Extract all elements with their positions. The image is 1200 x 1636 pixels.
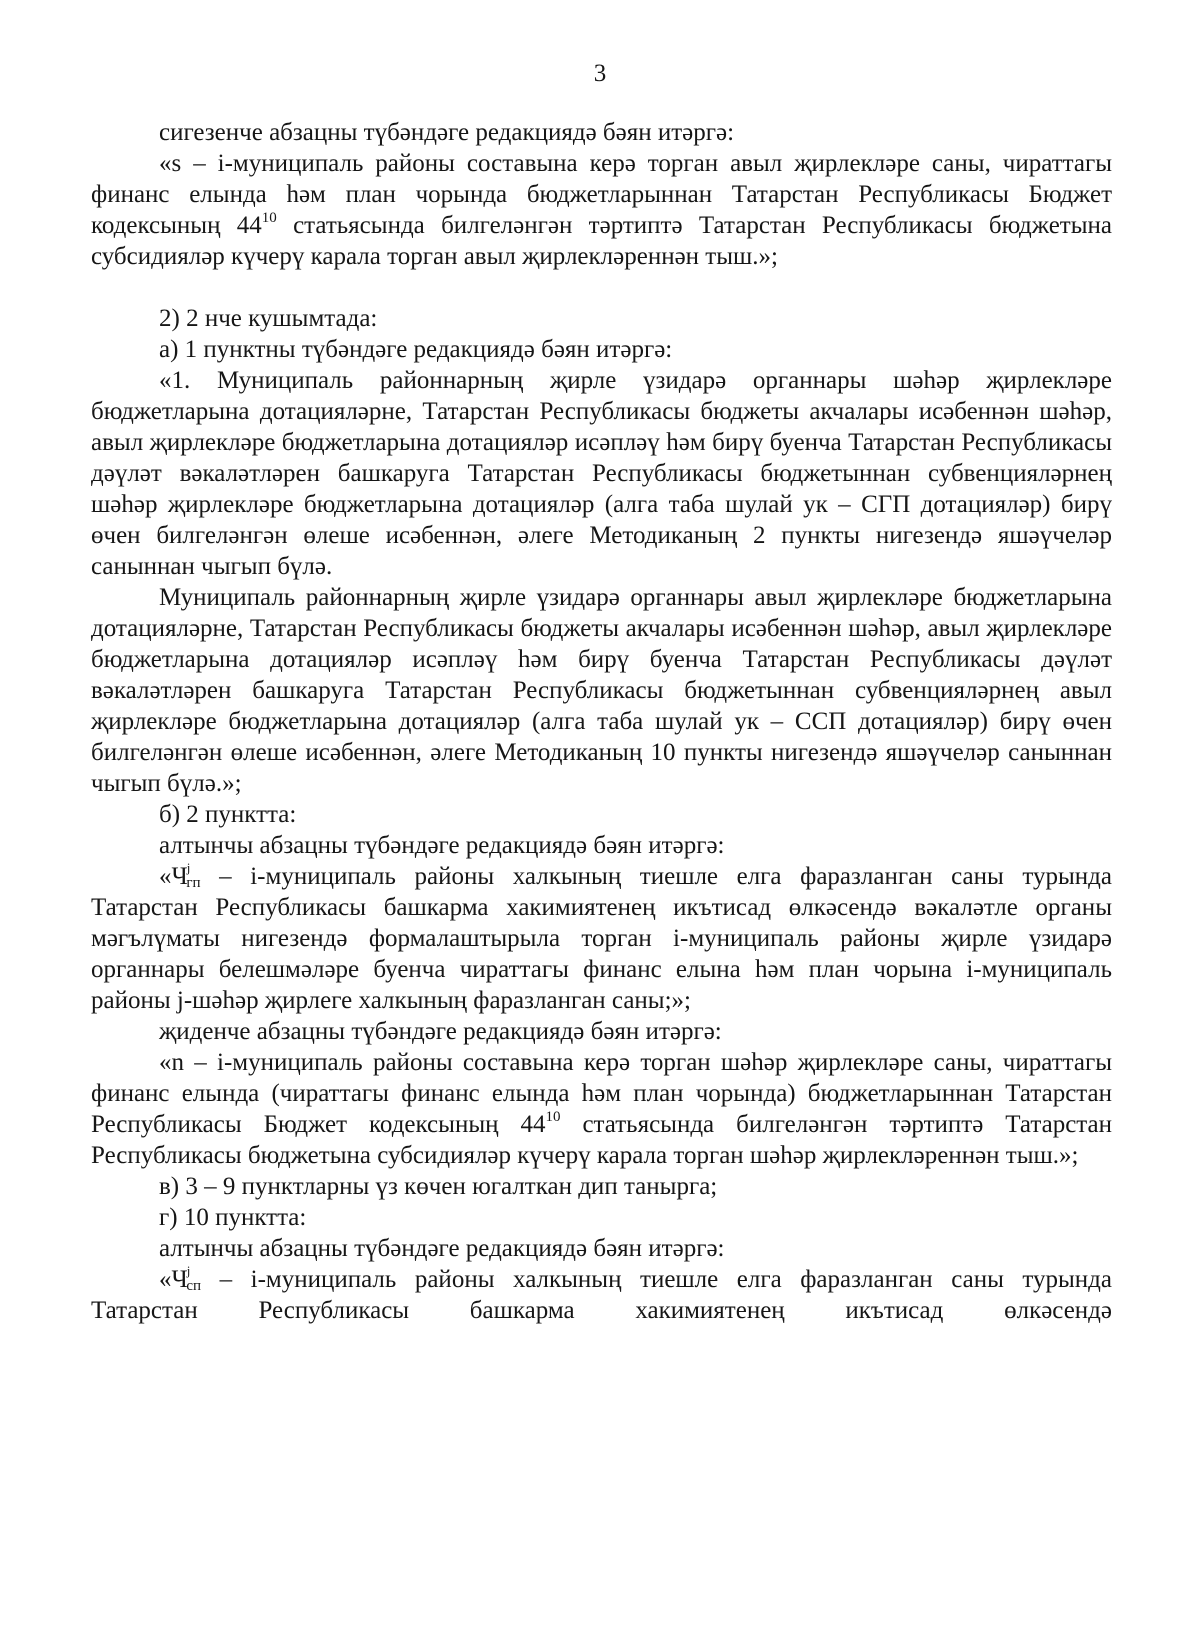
- paragraph-n-definition: [91, 1047, 1112, 1171]
- population-symbol: Ч: [171, 1266, 188, 1293]
- quote-open: «: [159, 1266, 172, 1293]
- population-sp-text: – i-муниципаль районы халкының тиешле елга фаразланган саны турында Татарстан Республикасы башкарма хакимиятенең икътисад өлкәсендә: [91, 1266, 1112, 1324]
- article-superscript: 10: [261, 210, 277, 226]
- n-definition-text-b: статьясында билгеләнгән тәртиптә Татарстан Республикасы бюджетына субсидияләр күчерү карала торган шәһәр җирлекләреннән тыш.»;: [91, 1111, 1112, 1169]
- paragraph-item-v: в) 3 – 9 пунктларны үз көчен югалткан дип танырга;: [159, 1173, 718, 1200]
- population-symbol: Ч: [171, 863, 188, 890]
- article-superscript: 10: [545, 1109, 561, 1125]
- paragraph-spacer: [91, 272, 1112, 303]
- population-symbol-superscript: j: [186, 1263, 191, 1278]
- paragraph-rural-settlements: Муниципаль районнарның җирле үзидарә органнары авыл җирлекләре бюджетларына дотацияләрне, Татарстан Республикасы бюджеты акчалары исәбеннән шәһәр, авыл җирлекләре бюджетларына дотацияләр исәпләү һәм бирү буенча Татарстан Республикасы дәүләт вәкаләтләрен башкаруга Татарстан Республикасы бюджетыннан субвенцияләрнең авыл җирлекләре бюджетларына дотацияләр (алга таба шулай ук – ССП дотацияләр) бирү өчен билгеләнгән өлеше исәбеннән, әлеге Методиканың 10 пункты нигезендә яшәүчеләр саныннан чыгып бүлә.»;: [91, 584, 1112, 797]
- paragraph-s-definition: [91, 148, 1112, 272]
- paragraph-item-g: г) 10 пунктта:: [159, 1204, 307, 1231]
- quote-open: «: [159, 863, 172, 890]
- n-definition-text-a: «n – i-муниципаль районы составына керә торган шәһәр җирлекләре саны, чираттагы финанс елында (чираттагы финанс елында һәм план чорында) бюджетларыннан Татарстан Республикасы Бюджет кодексының 44: [91, 1049, 1112, 1138]
- population-symbol-superscript: j: [186, 860, 191, 875]
- paragraph-point-1: «1. Муниципаль районнарның җирле үзидарә органнары шәһәр җирлекләре бюджетларына дотацияләрне, Татарстан Республикасы бюджеты акчалары исәбеннән шәһәр, авыл җирлекләре бюджетларына дотацияләр исәпләү һәм бирү буенча Татарстан Республикасы дәүләт вәкаләтләрен башкаруга Татарстан Республикасы бюджетыннан субвенцияләрнең шәһәр җирлекләре бюджетларына дотацияләр (алга таба шулай ук – СГП дотацияләр) бирү өчен билгеләнгән өлеше исәбеннән, әлеге Методиканың 2 пункты нигезендә яшәүчеләр саныннан чыгып бүлә.: [91, 367, 1112, 580]
- paragraph-item-b: б) 2 пунктта:: [159, 801, 297, 828]
- s-definition-text-b: статьясында билгеләнгән тәртиптә Татарстан Республикасы бюджетына субсидияләр күчерү карала торган авыл җирлекләреннән тыш.»;: [91, 212, 1112, 270]
- paragraph-seventh-paragraph-instruction: җиденче абзацны түбәндәге редакциядә бәян итәргә:: [159, 1018, 722, 1045]
- paragraph-sixth-paragraph-instruction: алтынчы абзацны түбәндәге редакциядә бәян итәргә:: [159, 832, 725, 859]
- document-body: [91, 117, 1112, 1326]
- paragraph-population-sp-definition: [91, 1264, 1112, 1326]
- s-definition-text-a: «s – i-муниципаль районы составына керә торган авыл җирлекләре саны, чираттагы финанс елында һәм план чорында бюджетларыннан Татарстан Республикасы Бюджет кодексының 44: [91, 150, 1112, 239]
- paragraph-population-gp-definition: [91, 861, 1112, 1016]
- population-symbol-subscript: гп: [186, 875, 201, 891]
- paragraph-eighth-paragraph-instruction: сигезенче абзацны түбәндәге редакциядә бәян итәргә:: [159, 119, 735, 146]
- paragraph-item-a: а) 1 пунктны түбәндәге редакциядә бәян итәргә:: [159, 336, 673, 363]
- population-symbol-subscript: сп: [186, 1278, 202, 1294]
- population-gp-text: – i-муниципаль районы халкының тиешле елга фаразланган саны турында Татарстан Республикасы башкарма хакимиятенең икътисад өлкәсендә вәкаләтле органы мәгълүматы нигезендә формалаштырыла торган i-муниципаль районы җирле үзидарә органнары белешмәләре буенча чираттагы финанс елына һәм план чорына i-муниципаль районы j-шәһәр җирлеге халкының фаразланган саны;»;: [91, 863, 1112, 1014]
- paragraph-annex-2: 2) 2 нче кушымтада:: [159, 305, 378, 332]
- paragraph-sixth-paragraph-instruction-2: алтынчы абзацны түбәндәге редакциядә бәян итәргә:: [159, 1235, 725, 1262]
- page-number: 3: [593, 60, 607, 87]
